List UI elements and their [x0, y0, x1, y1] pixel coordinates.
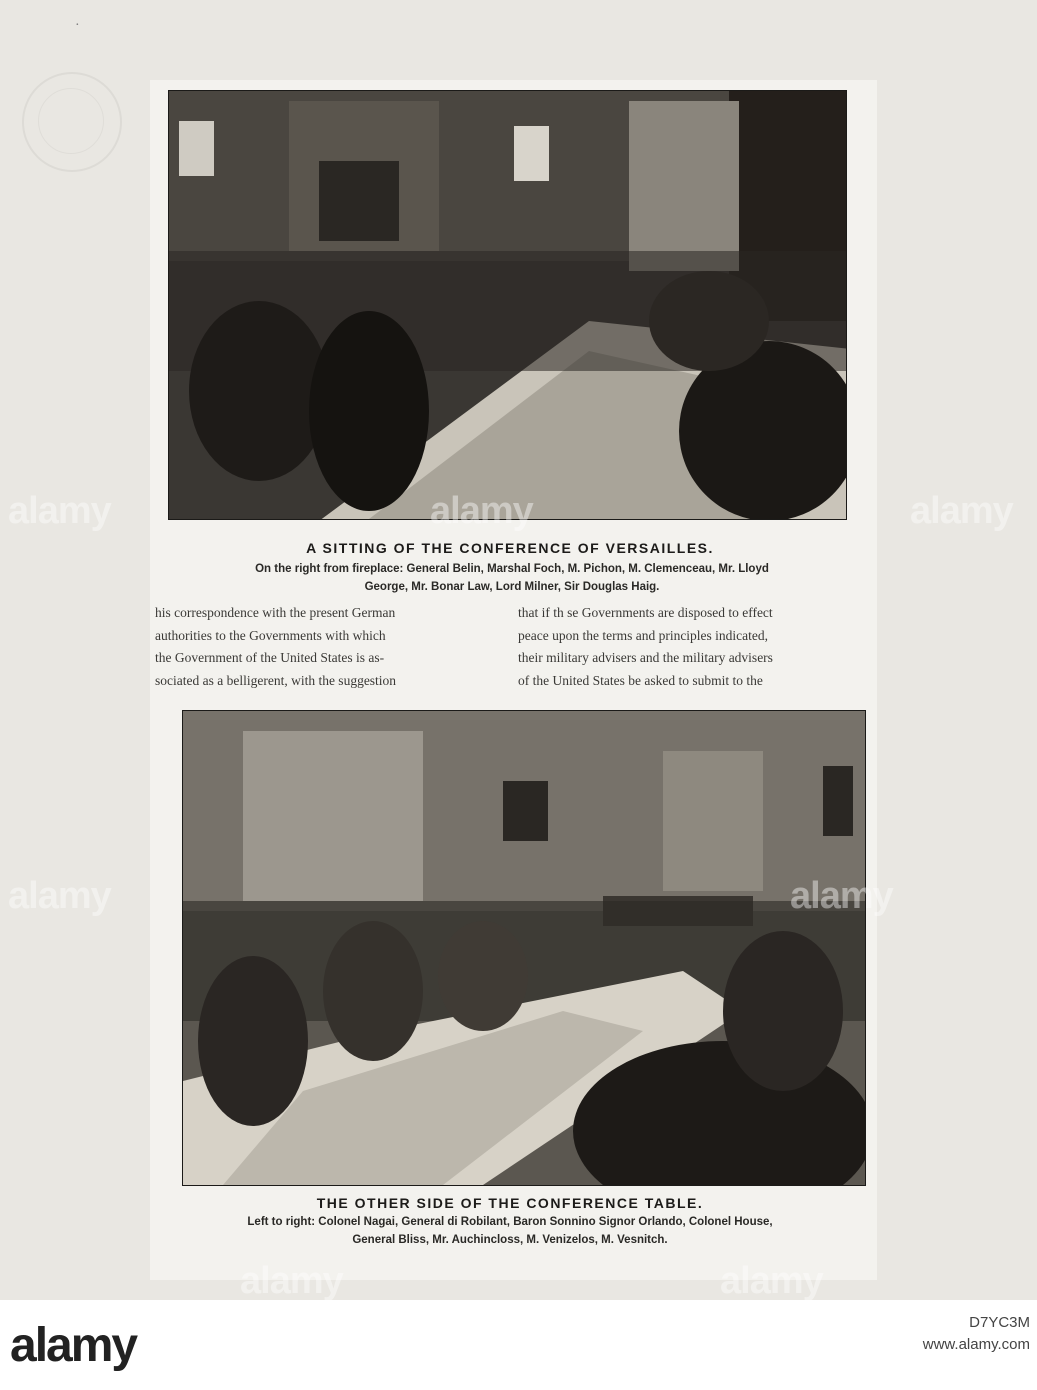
corner-mark: · — [75, 18, 80, 33]
image-reference — [880, 1312, 1030, 1356]
conference-photo-other-side — [182, 710, 866, 1186]
watermark: alamy — [240, 1260, 343, 1302]
body-text-line: peace upon the terms and principles indicated, — [518, 627, 769, 643]
body-text-line: of the United States be asked to submit to the — [518, 672, 763, 688]
watermark: alamy — [910, 490, 1013, 532]
body-text-line: sociated as a belligerent, with the suggestion — [155, 672, 397, 688]
photo2-caption — [150, 1213, 870, 1249]
watermark: alamy — [8, 490, 111, 532]
site-url: www.alamy.com — [922, 1336, 1030, 1353]
body-text-line: authorities to the Governments with which — [155, 627, 386, 643]
photo1-title: A SITTING OF THE CONFERENCE OF VERSAILLES. — [306, 540, 714, 556]
watermark: alamy — [8, 875, 111, 917]
photo1-caption — [152, 560, 872, 596]
photo2-caption-line2: General Bliss, Mr. Auchincloss, M. Venizelos, M. Vesnitch. — [352, 1234, 668, 1246]
watermark: alamy — [720, 1260, 823, 1302]
photo2-caption-line1: Left to right: Colonel Nagai, General di Robilant, Baron Sonnino Signor Orlando, Colonel House, — [247, 1216, 773, 1228]
body-text-line: their military advisers and the military advisers — [518, 650, 773, 665]
body-text-line: his correspondence with the present German — [155, 605, 396, 620]
archive-stamp — [22, 72, 122, 172]
body-text-left-column — [155, 602, 503, 692]
photo1-caption-line1: On the right from fireplace: General Belin, Marshal Foch, M. Pichon, M. Clemenceau, Mr. Lloyd — [255, 563, 769, 575]
body-text-right-column — [518, 602, 866, 692]
conference-photo-versailles — [168, 90, 847, 520]
photo1-caption-line2: George, Mr. Bonar Law, Lord Milner, Sir Douglas Haig. — [364, 581, 660, 593]
watermark: alamy — [430, 490, 533, 532]
photo2-title: THE OTHER SIDE OF THE CONFERENCE TABLE. — [316, 1195, 704, 1211]
body-text-line: the Government of the United States is as- — [155, 650, 385, 665]
alamy-logo: alamy — [10, 1319, 137, 1372]
watermark: alamy — [790, 875, 893, 917]
body-text-line: that if th se Governments are disposed to effect — [518, 605, 773, 620]
image-id: D7YC3M — [969, 1314, 1030, 1331]
